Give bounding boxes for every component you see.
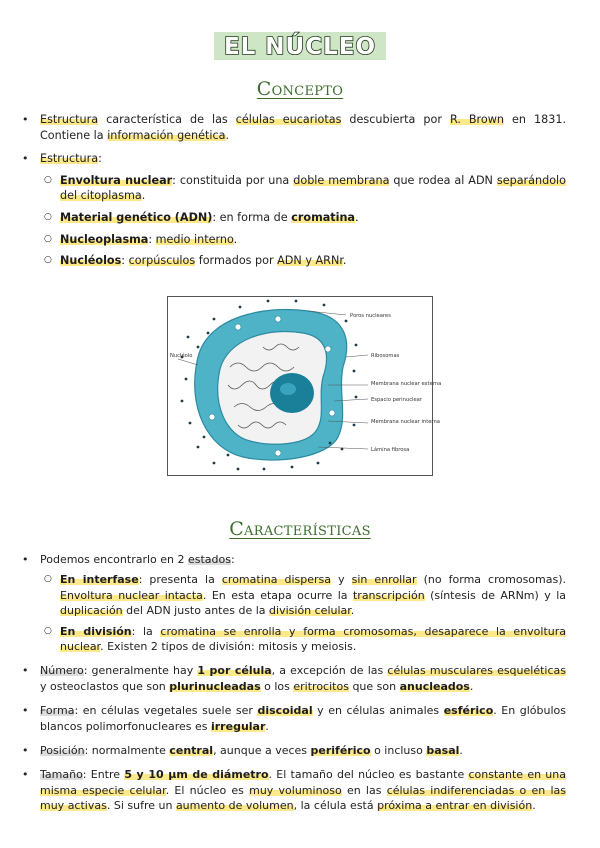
caracteristicas-list — [22, 552, 566, 814]
list-item — [22, 743, 566, 758]
section-heading-concepto: Concepto — [256, 78, 344, 100]
item-text: Podemos encontrarlo en 2 estados: — [40, 553, 235, 566]
item-text: Número: generalmente hay 1 por célula, a excepción de las células musculares esqueléticas y osteoclastos que son plurinucleadas o los eritrocitos que son anucleados. — [40, 664, 566, 693]
list-item — [22, 151, 566, 167]
bullet-icon: • — [22, 768, 29, 782]
section-heading-caracteristicas: Características — [229, 518, 371, 540]
bullet-icon: • — [22, 704, 29, 718]
label-membrana-externa: Membrana nuclear externa — [371, 381, 442, 387]
item-text: Tamaño: Entre 5 y 10 µm de diámetro. El tamaño del núcleo es bastante constante en una misma especie celular. El núcleo es muy voluminoso en las células indiferenciadas o en las muy activas. Si sufre un aumento de volumen, la célula está próxima a entrar en división. — [40, 768, 566, 813]
item-text: Nucléolos: corpúsculos formados por ADN y ARNr. — [60, 254, 347, 268]
circle-bullet-icon: ○ — [44, 625, 52, 636]
nucleolus-highlight — [280, 383, 296, 395]
item-text: Posición: normalmente central, aunque a veces periférico o incluso basal. — [40, 744, 463, 758]
sub-list-item — [44, 624, 566, 655]
list-item — [22, 112, 566, 143]
circle-bullet-icon: ○ — [44, 174, 52, 185]
list-item — [22, 767, 566, 813]
sub-list-item — [44, 210, 566, 226]
page-title: EL NÚCLEO — [214, 32, 386, 60]
concepto-list — [22, 112, 566, 269]
item-text: Nucleoplasma: medio interno. — [60, 232, 238, 246]
circle-bullet-icon: ○ — [44, 233, 52, 244]
circle-bullet-icon: ○ — [44, 211, 52, 222]
bullet-icon: • — [22, 664, 29, 678]
item-text: Envoltura nuclear: constituida por una doble membrana que rodea al ADN separándolo del citoplasma. — [60, 173, 567, 203]
sub-list-item — [44, 572, 566, 618]
label-poros: Poros nucleares — [350, 313, 391, 319]
label-lamina: Lámina fibrosa — [371, 447, 410, 453]
bullet-icon: • — [22, 152, 29, 166]
bullet-icon: • — [22, 553, 29, 566]
list-item — [22, 663, 566, 694]
circle-bullet-icon: ○ — [44, 255, 52, 266]
item-text: Estructura característica de las células eucariotas descubierta por R. Brown en 1831. Contiene la información genética. — [40, 113, 567, 142]
nucleus-illustration — [168, 297, 442, 475]
nucleus-diagram — [167, 296, 442, 476]
list-item — [22, 703, 566, 734]
bullet-icon: • — [22, 744, 29, 758]
bullet-icon: • — [22, 113, 29, 126]
list-item — [22, 552, 566, 567]
label-nucleolo: Nucléolo — [170, 353, 193, 359]
item-text: Material genético (ADN): en forma de cromatina. — [60, 210, 359, 224]
item-text: En división: la cromatina se enrolla y forma cromosomas, desaparece la envoltura nuclear. Existen 2 tipos de división: mitosis y meiosis. — [60, 624, 567, 654]
sub-list-item — [44, 232, 566, 248]
label-membrana-interna: Membrana nuclear interna — [371, 419, 440, 425]
item-text: Estructura: — [40, 152, 102, 166]
item-text: Forma: en células vegetales suele ser discoidal y en células animales esférico. En glóbulos blancos polimorfonucleares es irregular. — [40, 704, 566, 733]
sub-list-item — [44, 253, 566, 269]
item-text: En interfase: presenta la cromatina dispersa y sin enrollar (no forma cromosomas). Envoltura nuclear intacta. En esta etapa ocurre la transcripción (síntesis de ARNm) y la duplicación del ADN justo antes de la división celular. — [60, 573, 567, 618]
label-espacio: Espacio perinuclear — [371, 397, 422, 403]
label-ribosomas: Ribosomas — [371, 353, 400, 359]
sub-list-item — [44, 173, 566, 204]
circle-bullet-icon: ○ — [44, 574, 52, 585]
